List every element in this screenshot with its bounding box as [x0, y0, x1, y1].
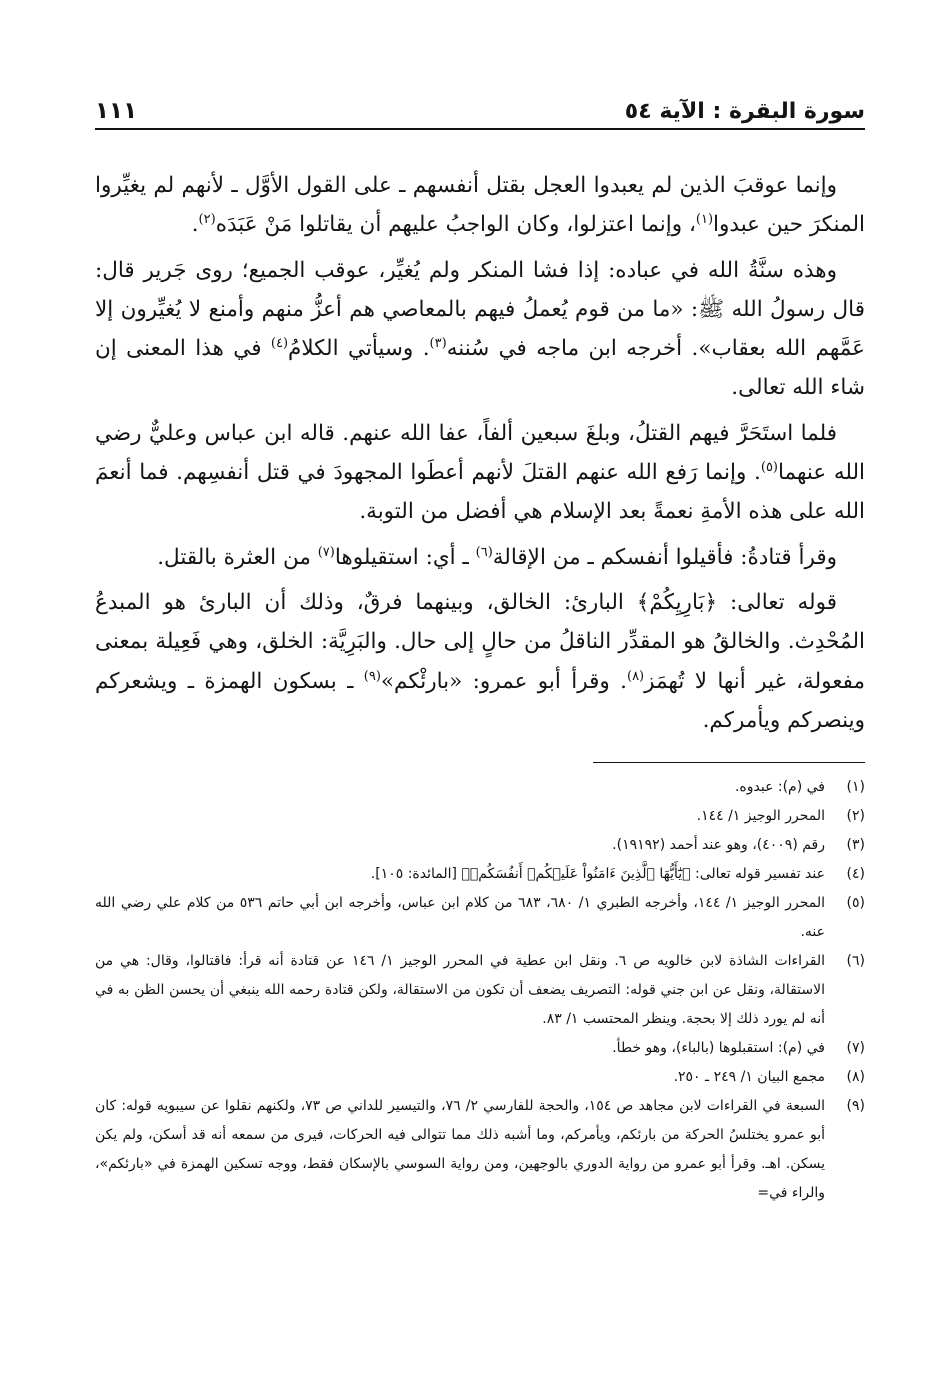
footnote-text: القراءات الشاذة لابن خالويه ص ٦. ونقل ابن عطية في المحرر الوجيز ١/ ١٤٦ عن قتادة أنه قرأ: فاقتالوا، وقال: هي من الاستقالة، ونقل عن ابن جني قوله: التصريف يضعف أن تكون من الاستقالة، ولكن قتادة رحمه الله ينبغي أن يحسن الظن به في أنه لم يورد ذلك إلا بحجة. وينظر المحتسب ١/ ٨٣.	[95, 953, 825, 1028]
text-run: فلما استَحَرَّ فيهم القتلُ، وبلغَ سبعين ألفاً، عفا الله عنهم. قاله ابن عباس وعليٌّ رضي الله عنهما	[95, 420, 865, 486]
footnotes	[95, 773, 865, 1208]
footnote	[95, 802, 865, 831]
surah-verse-title: سورة البقرة : الآية ٥٤	[624, 99, 865, 124]
footnote	[95, 773, 865, 802]
body-paragraph	[95, 583, 865, 740]
running-header	[95, 80, 865, 124]
footnote-separator	[593, 762, 865, 763]
body-paragraph	[95, 166, 865, 245]
footnote	[95, 1092, 865, 1208]
footnote	[95, 947, 865, 1034]
footnote-text: السبعة في القراءات لابن مجاهد ص ١٥٤، والحجة للفارسي ٢/ ٧٦، والتيسير للداني ص ٧٣، ولكنهم نقلوا عن سيبويه قوله: كان أبو عمرو يختلسُ الحركة من بارئكم، ويأمركم، وما أشبه ذلك مما تتوالى فيه الحركات، فيرى من سمعه أنه قد أسكن، ولم يكن يسكن. اهـ. وقرأ أبو عمرو من رواية الدوري بالوجهين، ومن رواية السوسي بالإسكان فقط، ووجه تسكين الهمزة في «بارئكم»، والراء في=	[95, 1098, 825, 1202]
text-run: في هذا المعنى إن شاء الله تعالى.	[95, 336, 865, 401]
footnote-number: (٦)	[846, 953, 865, 970]
footnote-number: (٧)	[846, 1040, 865, 1057]
footnote-number: (٢)	[846, 808, 865, 825]
body-paragraph	[95, 414, 865, 532]
text-run: وإنما عوقبَ الذين لم يعبدوا العجل بقتل أنفسهم ـ على القول الأوَّل ـ لأنهم لم يغيِّروا المنكرَ حين عبدوا	[95, 173, 865, 238]
footnote-text: في (م): عبدوه.	[734, 779, 825, 796]
footnote-text: مجمع البيان ١/ ٢٤٩ ـ ٢٥٠.	[673, 1069, 825, 1086]
footnote-number: (٥)	[846, 895, 865, 912]
footnote-ref[interactable]: (٥)	[760, 459, 778, 475]
footnote	[95, 1034, 865, 1063]
text-run: قوله تعالى: ﴿بَارِيِكُمْ﴾ البارئ: الخالق، وبينهما فرقٌ، وذلك أن البارئ هو المبدعُ المُحْدِث. والخالقُ هو المقدِّر الناقلُ من حالٍ إلى حال. والبَرِيَّة: الخلق، وهي فَعِيلة بمعنى مفعولة، غير أنها لا تُهمَز	[95, 589, 866, 694]
main-text	[95, 166, 865, 740]
text-run: وهذه سنَّةُ الله في عباده: إذا فشا المنكر ولم يُغيِّر، عوقب الجميع؛ روى جَرير قال: قال رسولُ الله ﷺ: «ما من قوم يُعملُ فيهم بالمعاصي هم أعزُّ منهم وأمنع لا يُغيِّرون إلا عَمَّهم الله بعقاب». أخرجه ابن ماجه في سُننه	[95, 257, 865, 362]
footnote-ref[interactable]: (٢)	[198, 212, 216, 228]
header-rule	[95, 128, 865, 130]
footnote-ref[interactable]: (١)	[695, 212, 714, 228]
body-paragraph	[95, 251, 865, 408]
text-run: . وقرأ أبو عمرو: «بارئْكم»	[380, 668, 627, 694]
footnote-ref[interactable]: (٤)	[270, 336, 289, 352]
footnote	[95, 889, 865, 947]
footnote	[95, 831, 865, 860]
footnote-text: المحرر الوجيز ١/ ١٤٤، وأخرجه الطبري ١/ ٦٨٠، ٦٨٣ من كلام ابن عباس، وأخرجه ابن أبي حاتم ٥٣٦ من كلام علي رضي الله عنه.	[95, 895, 826, 941]
footnote-number: (٨)	[846, 1069, 865, 1086]
footnote-text: في (م): استقبلوها (بالباء)، وهو خطأ.	[612, 1040, 825, 1057]
footnote-number: (٤)	[846, 866, 865, 883]
text-run: .	[191, 212, 199, 238]
footnote-ref[interactable]: (٨)	[626, 668, 645, 684]
text-run: . وسيأتي الكلامُ	[288, 336, 430, 362]
footnote-ref[interactable]: (٩)	[363, 668, 381, 684]
text-run: من العثرة بالقتل.	[157, 544, 318, 570]
footnote-text: عند تفسير قوله تعالى: ﴿يَٰٓأَيُّهَا ٱلَّذِينَ ءَامَنُواْ عَلَيۡكُمۡ أَنفُسَكُمۡ﴾ [المائدة: ١٠٥].	[370, 866, 825, 883]
text-run: ـ بسكون الهمزة ـ ويشعركم وينصركم ويأمركم.	[95, 668, 865, 733]
footnote	[95, 1063, 865, 1092]
footnote-number: (١)	[846, 779, 865, 796]
footnote-number: (٩)	[846, 1098, 865, 1115]
body-paragraph	[95, 538, 865, 577]
footnote-text: المحرر الوجيز ١/ ١٤٤.	[696, 808, 825, 825]
footnote-text: رقم (٤٠٠٩)، وهو عند أحمد (١٩١٩٢).	[612, 837, 825, 854]
page-number: ١١١	[95, 98, 138, 124]
footnote	[95, 860, 865, 889]
footnote-ref[interactable]: (٣)	[429, 336, 447, 352]
text-run: وقرأ قتادةُ: فأقيلوا أنفسكم ـ من الإقالة	[492, 544, 837, 570]
text-run: ، وإنما اعتزلوا، وكان الواجبُ عليهم أن يقاتلوا مَنْ عَبَدَه	[215, 212, 696, 238]
footnote-ref[interactable]: (٧)	[317, 544, 335, 560]
book-page	[95, 80, 865, 1208]
text-run: . وإنما رَفع الله عنهم القتلَ لأنهم أعطَوا المجهودَ في قتل أنفسِهم. فما أنعمَ الله على هذه الأمةِ نعمةً بعد الإسلام هي أفضل من التوبة.	[95, 460, 865, 525]
footnote-ref[interactable]: (٦)	[475, 544, 493, 560]
footnote-number: (٣)	[846, 837, 865, 854]
text-run: ـ أي: استقيلوها	[334, 544, 476, 570]
